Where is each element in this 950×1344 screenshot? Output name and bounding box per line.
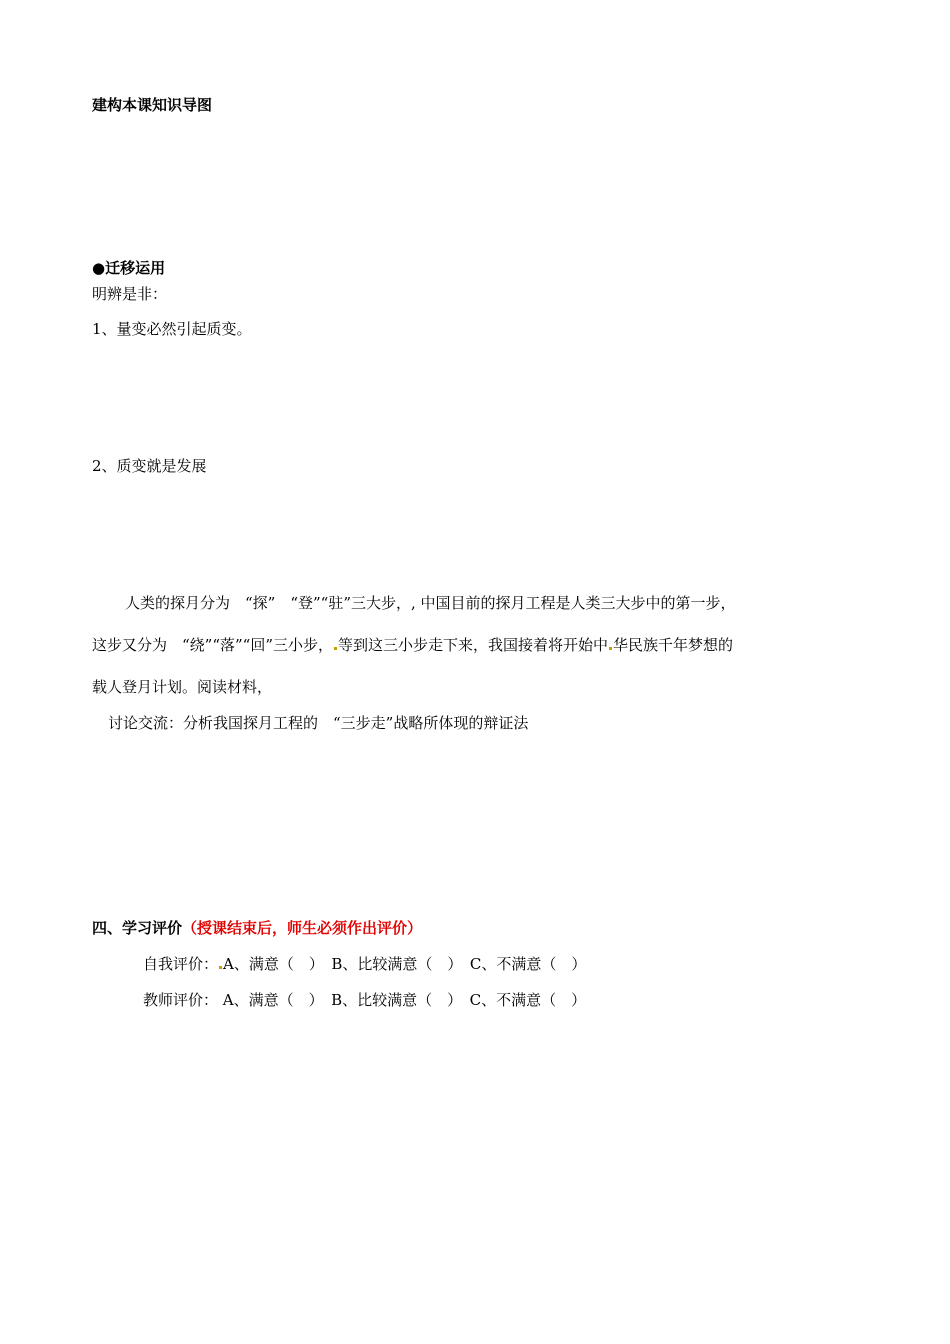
- self-evaluation-label: 自我评价：: [143, 955, 219, 973]
- transfer-intro: 明辨是非：: [92, 285, 168, 303]
- mark-dot: [609, 647, 612, 650]
- mark-dot: [334, 647, 337, 650]
- evaluation-heading-row: [92, 918, 422, 938]
- transfer-heading: ●迁移运用: [92, 259, 166, 277]
- evaluation-heading: 四、学习评价: [92, 919, 183, 937]
- question-2: 2、质变就是发展: [92, 457, 207, 475]
- paragraph-line-3: 载人登月计划。阅读材料，: [92, 678, 273, 696]
- paragraph-line-1: 人类的探月分为 “探” “登”“驻”三大步，, 中国目前的探月工程是人类三大步中的第一步，: [125, 594, 736, 612]
- paragraph-line-2: [92, 635, 733, 655]
- paragraph-line-2-part-c: 华民族千年梦想的: [613, 636, 734, 654]
- knowledge-map-title: 建构本课知识导图: [92, 96, 213, 114]
- teacher-evaluation-label: 教师评价：: [143, 991, 219, 1009]
- teacher-evaluation-row: [143, 990, 586, 1010]
- mark-dot: [219, 966, 222, 969]
- question-1: 1、量变必然引起质变。: [92, 320, 252, 338]
- paragraph-line-2-part-b: 等到这三小步走下来，我国接着将开始中: [338, 636, 609, 654]
- discussion-prompt: 讨论交流：分析我国探月工程的 “三步走”战略所体现的辩证法: [108, 714, 529, 732]
- self-evaluation-options[interactable]: A、满意（ ） B、比较满意（ ） C、不满意（ ）: [223, 955, 587, 973]
- paragraph-line-2-part-a: 这步又分为 “绕”“落”“回”三小步，: [92, 636, 334, 654]
- evaluation-note: （授课结束后，师生必须作出评价）: [182, 919, 423, 937]
- self-evaluation-row: [143, 954, 586, 974]
- teacher-evaluation-options[interactable]: A、满意（ ） B、比较满意（ ） C、不满意（ ）: [222, 991, 587, 1009]
